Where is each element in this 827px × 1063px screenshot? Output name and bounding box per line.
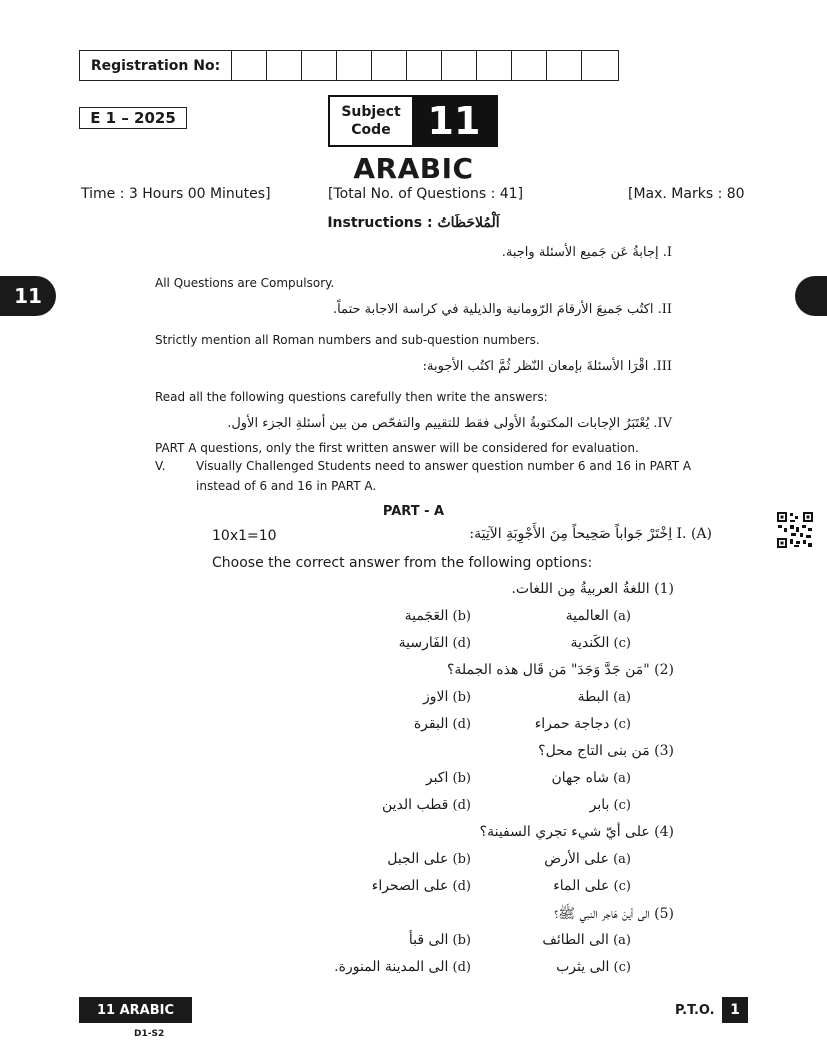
subject-code-label-line1: Subject — [341, 104, 401, 120]
option-c: (c) الكَندية — [570, 635, 631, 651]
subject-code-number: 11 — [412, 97, 496, 145]
question-text: (2) "مَن جَدَّ وَجَدَ" مَن قَال هذه الجملة؟ — [446, 662, 674, 678]
exam-code: E 1 – 2025 — [79, 107, 187, 129]
option-d: (d) البقرة — [413, 716, 471, 732]
qr-code — [776, 511, 814, 549]
registration-cell — [512, 51, 547, 80]
option-b: (b) العَجَمية — [404, 608, 471, 624]
option-a: (a) الى الطائف — [542, 932, 631, 948]
footer-subject-tab: 11 ARABIC — [79, 997, 192, 1023]
footer-code: D1-S2 — [134, 1029, 165, 1039]
subject-code-label — [330, 97, 412, 145]
instruction-ar: IV. يُعْتَبَرُ الإجابات المكتوبةُ الأولى فقط للتقييم والتفحّص من بين أسئلةِ الجزء الأول. — [227, 416, 672, 431]
option-d: (d) الى المدينة المنورة. — [334, 959, 471, 975]
side-tab: 11 — [0, 276, 56, 316]
registration-cell — [407, 51, 442, 80]
option-d: (d) الفَارسية — [398, 635, 471, 651]
option-a: (a) على الأرض — [544, 851, 631, 867]
registration-cell — [547, 51, 582, 80]
pto-label: P.T.O. — [675, 1003, 715, 1018]
option-b: (b) على الجبل — [387, 851, 471, 867]
time-info: Time : 3 Hours 00 Minutes] — [81, 186, 271, 202]
subject-code-box — [328, 95, 498, 147]
option-a: (a) شاه جهان — [551, 770, 631, 786]
instruction-en: Strictly mention all Roman numbers and sub-question numbers. — [155, 333, 540, 347]
registration-cell — [442, 51, 477, 80]
instruction-ar: II. اكتُب جَميعَ الأرقامَ الرّومانية والذيلية في كراسة الاجابة حتماً. — [332, 302, 672, 317]
max-marks: [Max. Marks : 80 — [628, 186, 745, 202]
question-text: (5) الى أينَ هَاجر النبي ﷺ؟ — [554, 906, 674, 922]
registration-cell — [337, 51, 372, 80]
option-c: (c) الى يثرب — [556, 959, 631, 975]
option-b: (b) اكبر — [425, 770, 471, 786]
instructions-heading — [0, 215, 827, 231]
option-a: (a) البطة — [577, 689, 631, 705]
subject-code-label-line2: Code — [351, 122, 391, 138]
question-heading-en: Choose the correct answer from the following options: — [212, 555, 593, 571]
instructions-label: Instructions : — [327, 215, 433, 231]
page-number: 1 — [722, 997, 748, 1023]
registration-cell — [477, 51, 512, 80]
registration-cell — [267, 51, 302, 80]
instruction-v-number: V. — [155, 459, 166, 473]
page-title: ARABIC — [353, 152, 474, 185]
registration-cell — [372, 51, 407, 80]
part-title: PART - A — [382, 504, 445, 519]
instruction-en: Read all the following questions carefully then write the answers: — [155, 390, 548, 404]
registration-box — [79, 50, 619, 81]
option-c: (c) بابر — [589, 797, 631, 813]
question-text: (1) اللغةُ العربيةُ مِن اللغات. — [511, 581, 674, 597]
question-text: (4) على أيّ شيء تجري السفينة؟ — [479, 824, 674, 840]
option-a: (a) العالمية — [565, 608, 631, 624]
question-heading-ar: I. (A) اِخْتَرْ جَواباً صَحِيحاً مِنَ الأَجْوِبَةِ الآتِيَة: — [469, 526, 712, 542]
option-b: (b) الى قبأ — [408, 932, 471, 948]
option-d: (d) قطب الدين — [381, 797, 471, 813]
registration-cell — [582, 51, 617, 80]
instruction-en: PART A questions, only the first written answer will be considered for evaluation. — [155, 441, 639, 455]
instruction-v-line: Visually Challenged Students need to answer question number 6 and 16 in PART A — [196, 459, 692, 473]
instruction-v-line: instead of 6 and 16 in PART A. — [196, 479, 377, 493]
instruction-en: All Questions are Compulsory. — [155, 276, 335, 290]
option-b: (b) الاوز — [422, 689, 471, 705]
option-c: (c) دجاجة حمراء — [534, 716, 631, 732]
side-tab-right — [795, 276, 827, 316]
part-marks: 10x1=10 — [212, 528, 277, 544]
question-text: (3) مَن بنى التاج محل؟ — [538, 743, 674, 759]
total-questions: [Total No. of Questions : 41] — [328, 186, 524, 202]
registration-label: Registration No: — [80, 51, 232, 80]
registration-cell — [302, 51, 337, 80]
instructions-label-ar: اَلْمُلاحَظَاتُ — [437, 215, 500, 231]
option-d: (d) على الصحراء — [371, 878, 471, 894]
instruction-ar: III. اقْرَا الأسئلةَ بإمعان النّظر ثُمَّ اكتُب الأجوبة: — [422, 359, 672, 374]
registration-cell — [232, 51, 267, 80]
option-c: (c) على الماء — [553, 878, 631, 894]
instruction-ar: I. إجابةُ عَن جَميع الأسئلة واجبة. — [501, 245, 672, 260]
